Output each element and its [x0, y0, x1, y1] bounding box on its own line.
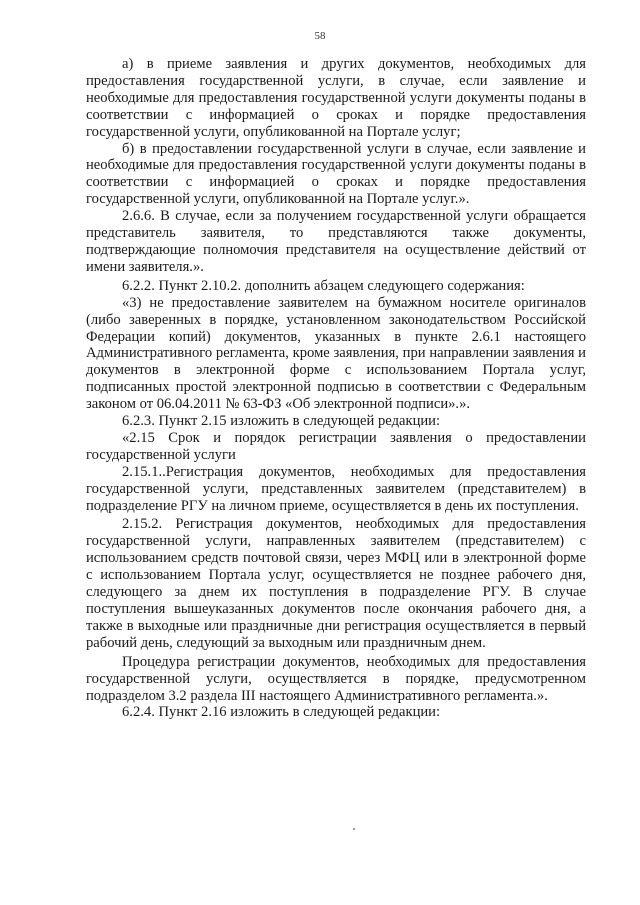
paragraph-clause-b: б) в предоставлении государственной услуги в случае, если заявление и необходимые для предоставления государственной услуги документы поданы в соответствии с информацией о сроках и порядке предоставления государственной услуги, опубликованной на Портале услуг.».: [86, 140, 586, 208]
paragraph-2-15-heading: «2.15 Срок и порядок регистрации заявления о предоставлении государственной услуги: [86, 429, 586, 463]
scan-speck: [353, 828, 355, 830]
paragraph-2-15-2: 2.15.2. Регистрация документов, необходимых для предоставления государственной услуги, направленных заявителем (представителем) с использованием средств почтовой связи, через МФЦ или в электронной форме с использованием Портала услуг, осуществляется не позднее рабочего дня, следующего за днем их поступления в подразделение РГУ. В случае поступления вышеуказанных документов после окончания рабочего дня, а также в выходные или праздничные дни регистрация осуществляется в первый рабочий день, следующий за выходным или праздничным днем.: [86, 516, 586, 651]
paragraph-6-2-3: 6.2.3. Пункт 2.15 изложить в следующей редакции:: [122, 413, 441, 430]
paragraph-6-2-2: 6.2.2. Пункт 2.10.2. дополнить абзацем следующего содержания:: [122, 277, 525, 294]
document-body: [86, 56, 586, 721]
paragraph-2-15-1: 2.15.1..Регистрация документов, необходимых для предоставления государственной услуги, представленных заявителем (представителем) в подразделение РГУ на личном приеме, осуществляется в день их поступления.: [86, 463, 586, 514]
paragraph-2-6-6: 2.6.6. В случае, если за получением государственной услуги обращается представитель заявителя, то представляются также документы, подтверждающие полномочия представителя на осуществление действий от имени заявителя.».: [86, 208, 586, 275]
paragraph-procedure: Процедура регистрации документов, необходимых для предоставления государственной услуги, осуществляется в порядке, предусмотренном подразделом 3.2 раздела III настоящего Административного регламента.».: [86, 653, 586, 704]
paragraph-6-2-4: 6.2.4. Пункт 2.16 изложить в следующей редакции:: [122, 704, 441, 721]
paragraph-item-3: «3) не предоставление заявителем на бумажном носителе оригиналов (либо заверенных в порядке, установленном законодательством Российской Федерации копий) документов, указанных в пункте 2.6.1 настоящего Административного регламента, кроме заявления, при направлении заявления и документов в электронной форме с использованием Портала услуг, подписанных простой электронной подписью в соответствии с Федеральным законом от 06.04.2011 № 63-ФЗ «Об электронной подписи».».: [86, 294, 586, 413]
page-number: 58: [314, 30, 326, 42]
paragraph-clause-a: а) в приеме заявления и других документов, необходимых для предоставления государственной услуги, в случае, если заявление и необходимые для предоставления государственной услуги документы поданы в соответствии с информацией о сроках и порядке предоставления государственной услуги, опубликованной на Портале услуг;: [86, 56, 586, 140]
